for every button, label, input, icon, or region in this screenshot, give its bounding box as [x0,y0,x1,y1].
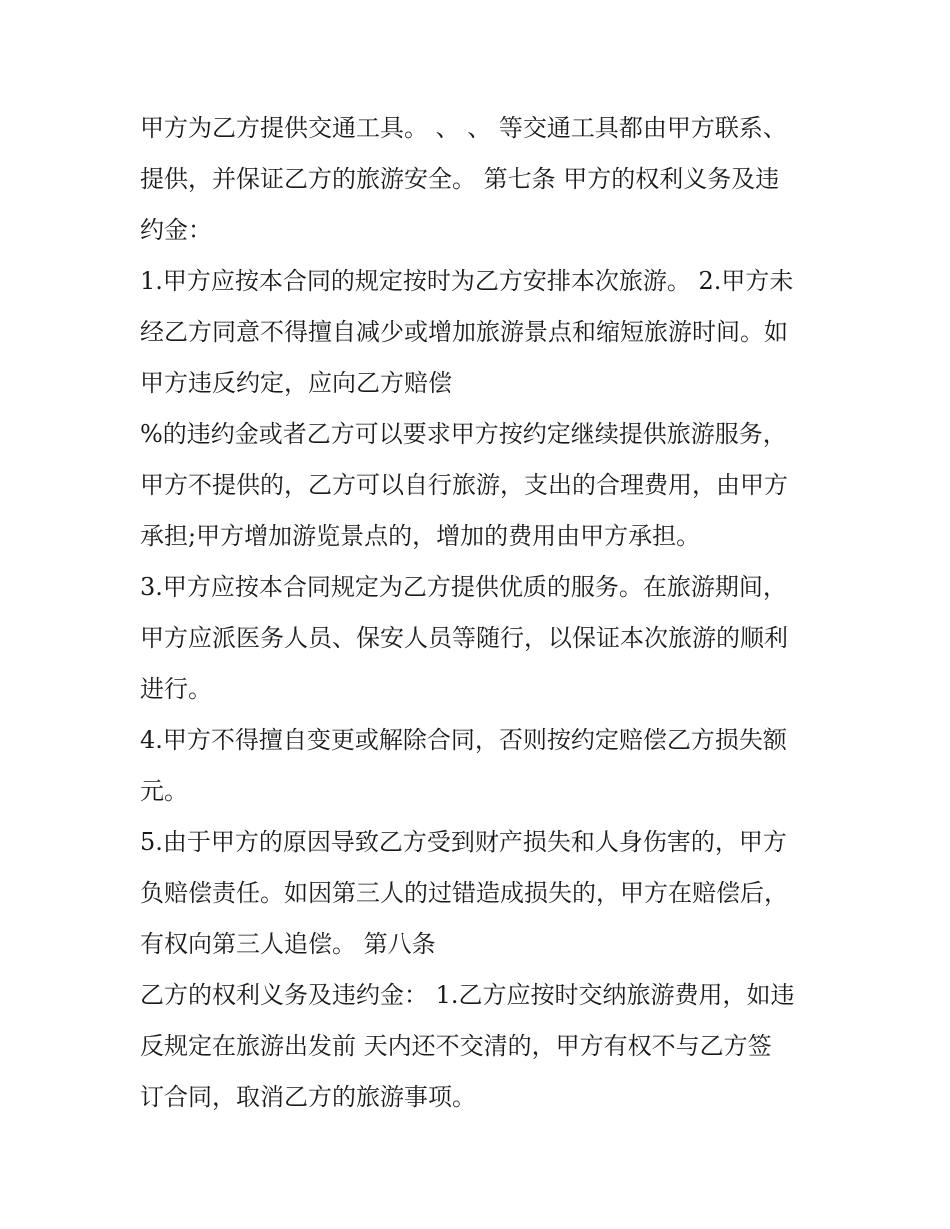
text-line: 订合同，取消乙方的旅游事项。 [140,1083,476,1111]
text-line: 乙方的权利义务及违约金： 1.乙方应按时交纳旅游费用，如违 [140,981,795,1009]
text-line: 负赔偿责任。如因第三人的过错造成损失的，甲方在赔偿后， [140,879,788,907]
text-line: 有权向第三人追偿。 第八条 [140,930,436,958]
text-line: 甲方不提供的，乙方可以自行旅游，支出的合理费用，由甲方 [140,471,788,499]
text-line: 1.甲方应按本合同的规定按时为乙方安排本次旅游。 2.甲方未 [140,267,794,295]
text-line: 经乙方同意不得擅自减少或增加旅游景点和缩短旅游时间。如 [140,318,788,346]
text-line: 甲方为乙方提供交通工具。 、 、 等交通工具都由甲方联系、 [140,114,787,142]
text-line: 4.甲方不得擅自变更或解除合同，否则按约定赔偿乙方损失额 [140,726,787,754]
text-line: 元。 [140,777,188,805]
text-line: 3.甲方应按本合同规定为乙方提供优质的服务。在旅游期间， [140,573,787,601]
text-line: %的违约金或者乙方可以要求甲方按约定继续提供旅游服务， [140,420,787,448]
text-line: 约金： [140,216,212,244]
text-line: 进行。 [140,675,212,703]
contract-text [140,103,820,1123]
text-line: 承担;甲方增加游览景点的，增加的费用由甲方承担。 [140,522,701,550]
text-line: 反规定在旅游出发前 天内还不交清的，甲方有权不与乙方签 [140,1032,772,1060]
text-line: 提供，并保证乙方的旅游安全。 第七条 甲方的权利义务及违 [140,165,780,193]
text-line: 甲方应派医务人员、保安人员等随行，以保证本次旅游的顺利 [140,624,788,652]
text-line: 5.由于甲方的原因导致乙方受到财产损失和人身伤害的，甲方 [140,828,787,856]
text-line: 甲方违反约定，应向乙方赔偿 [140,369,452,397]
